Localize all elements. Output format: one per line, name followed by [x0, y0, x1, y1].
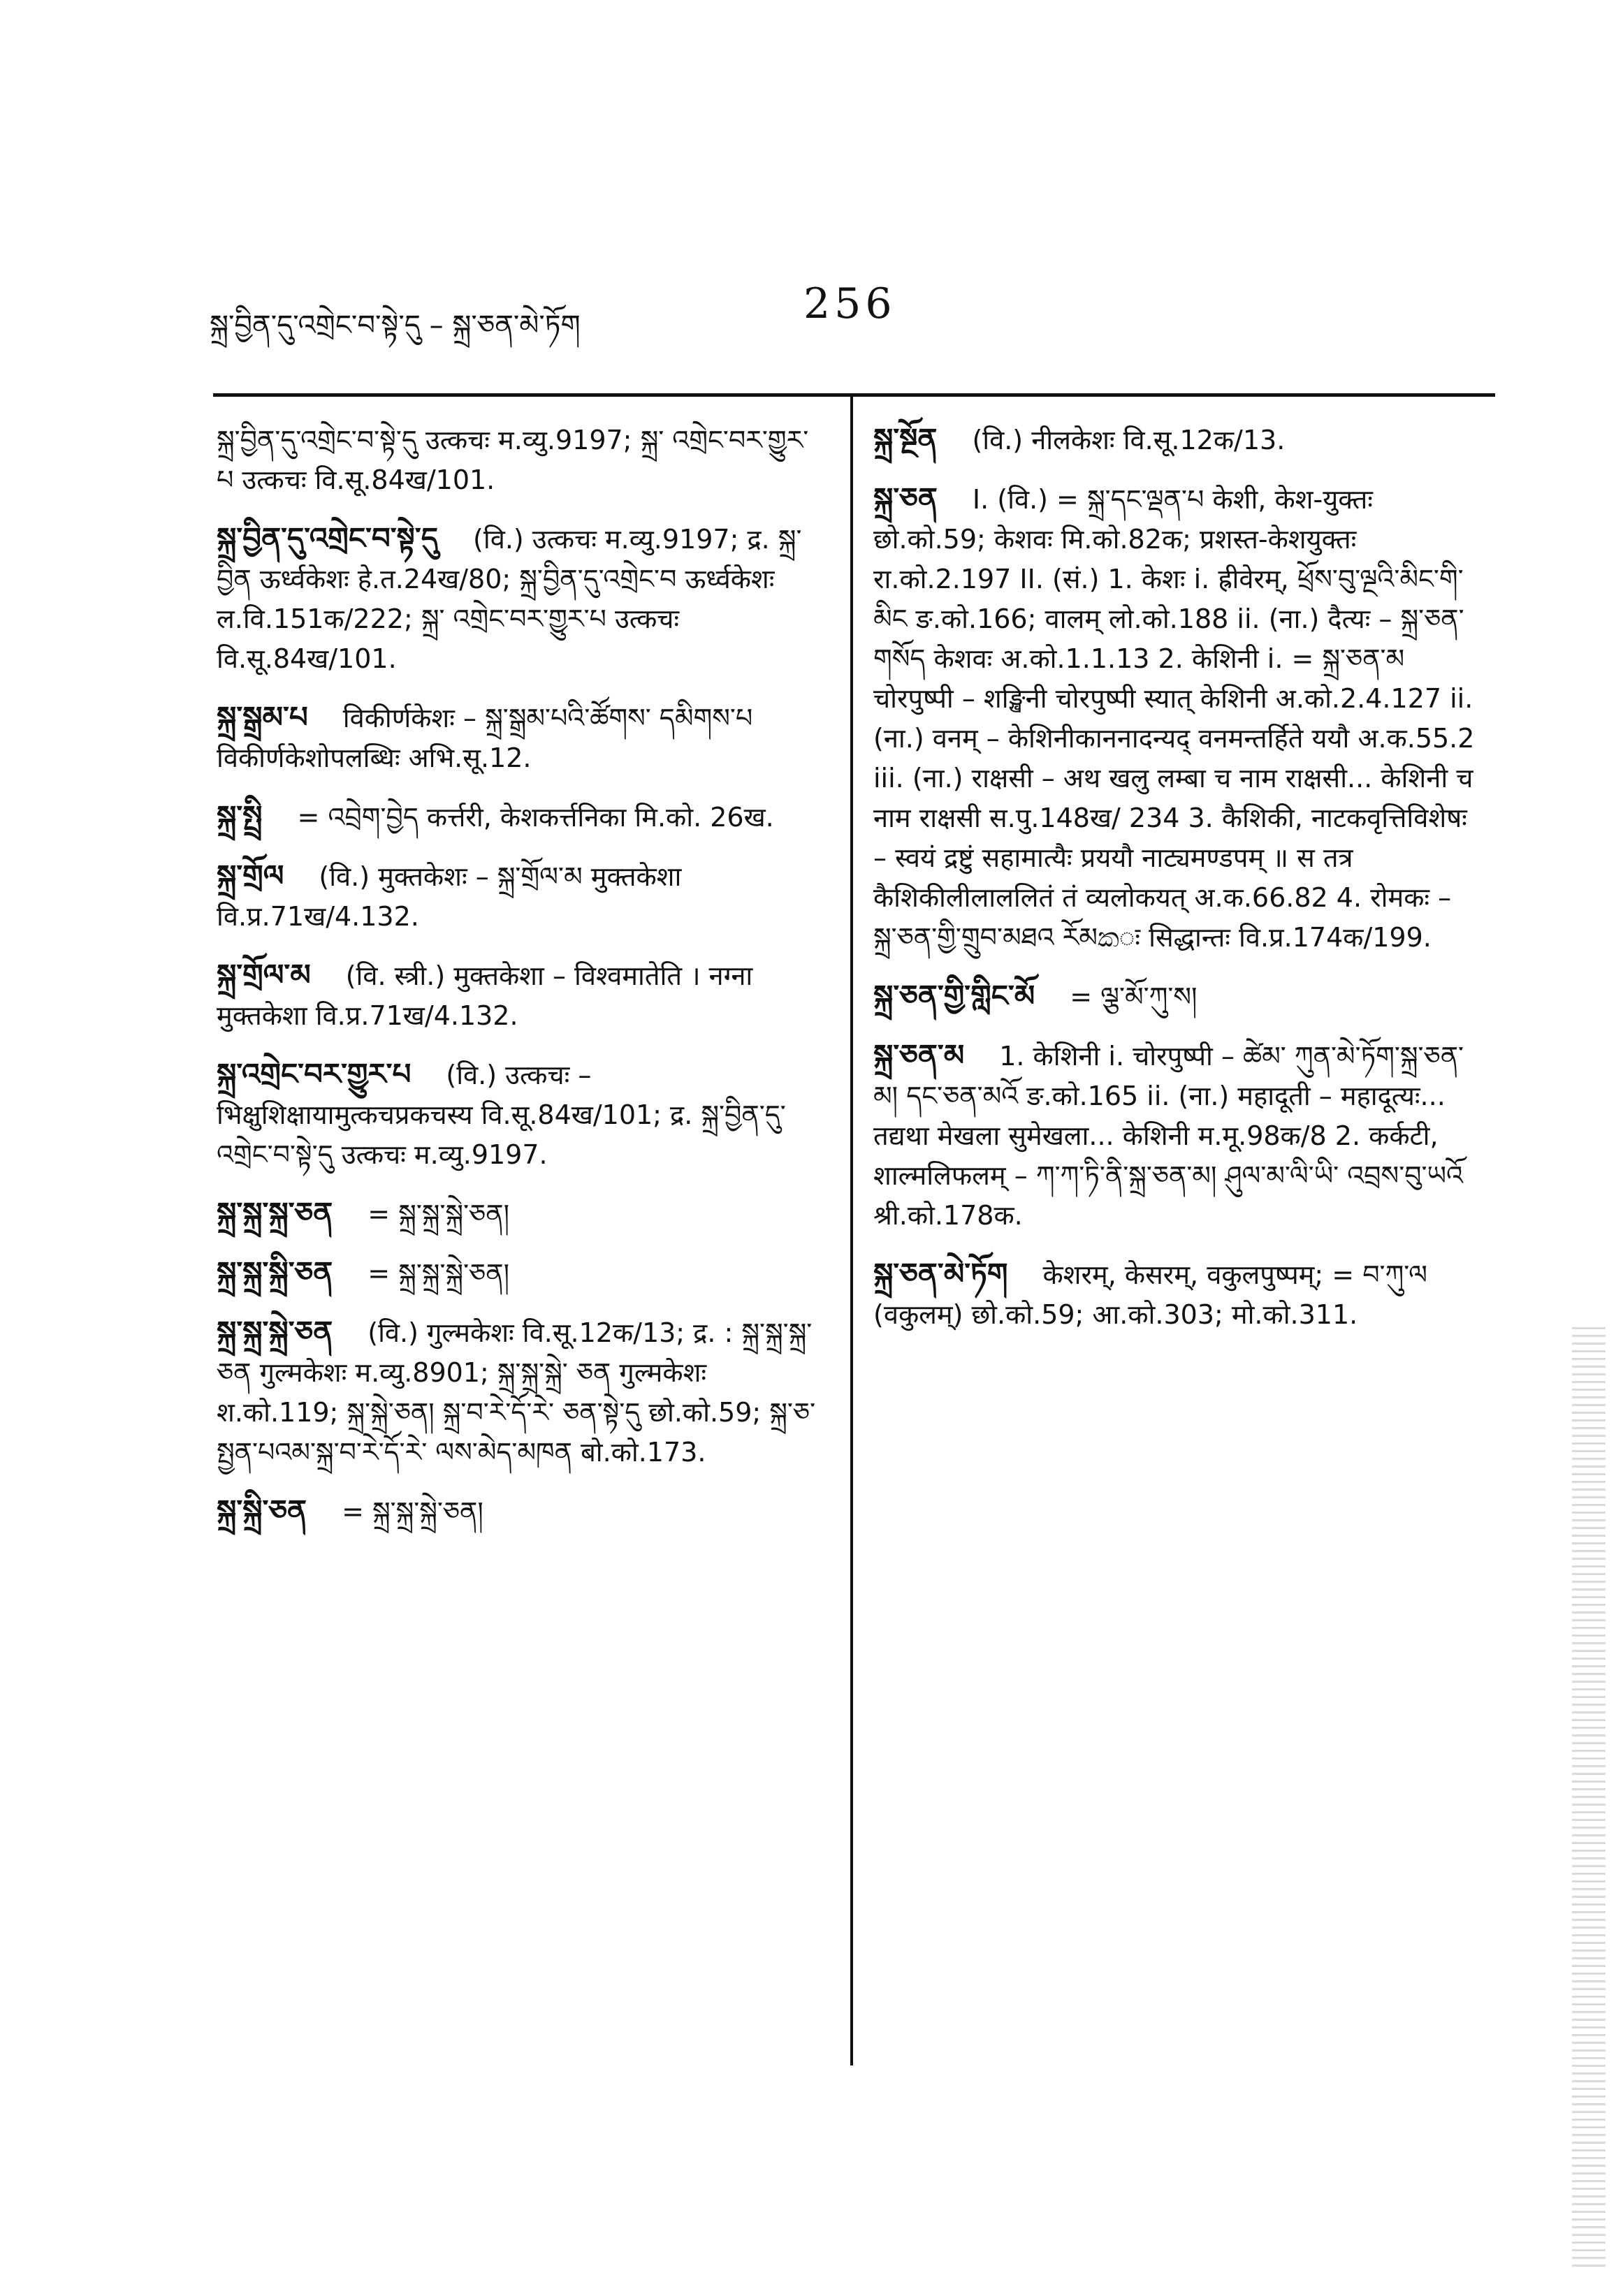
- dictionary-entry: [217, 1193, 817, 1234]
- entry-body: विकीर्णकेशः – སྐྲ་སྒྲམ་པའི་ཚོགས་ དམིགས་པ विकीर्णकेशोपलब्धिः अभि.सू.12.: [217, 703, 753, 773]
- header-rule: [213, 393, 1495, 397]
- entry-headword: སྐྲ་གྲོལ་མ: [217, 958, 311, 992]
- dictionary-entry: [217, 796, 817, 838]
- dictionary-entry: [873, 1254, 1481, 1335]
- entry-headword: སྐྲ་སྐྲ་སྐྲི་ཅན: [217, 1255, 333, 1289]
- right-column: [873, 419, 1481, 1353]
- dictionary-entry: [873, 478, 1481, 958]
- entry-body: (वि.) मुक्तकेशः – སྐྲ་གྲོལ་མ मुक्तकेशा वि.प्र.71ख/4.132.: [217, 861, 682, 932]
- entry-headword: སྐྲ་སྤྲི: [217, 799, 263, 833]
- entry-body: केशरम्, केसरम्, वकुलपुष्पम्; = བ་ཀུ་ལ (वकुलम्) छो.को.59; आ.को.303; मो.को.311.: [873, 1259, 1427, 1330]
- entry-headword: སྐྲ་སྐྲ་སྐྲེ་ཅན: [217, 1315, 333, 1349]
- dictionary-entry: [217, 955, 817, 1036]
- left-column: [217, 419, 817, 1550]
- dictionary-entry: [873, 419, 1481, 460]
- column-divider: [850, 396, 853, 2065]
- entry-headword: སྐྲ་སྐྲི་ཅན: [217, 1493, 307, 1528]
- entry-body: (वि.) गुल्मकेशः वि.सू.12क/13; द्र. : སྐྲ་སྐྲ་སྐྲ་ཅན गुल्मकेशः म.व्यु.8901; སྐྲ་སྐྲ་སྐྲེ་ ཅན गुल्मकेशः श.को.119; སྐྲ་སྐྲེ་ཅན། སྐྲ་བ་རེ་དོ་རེ་ ཅན་སྟེ་དུ छो.को.59; སྐྲ་ཅ་སྤྱན་པའམ་སྐྲ་བ་རེ་དོ་རེ་ ལས་མེད་མཁན बो.को.173.: [217, 1317, 816, 1468]
- entry-body: (वि.) उत्कचः – भिक्षुशिक्षायामुत्कचप्रकचस्य वि.सू.84ख/101; द्र. སྐྲ་བྱིན་དུ་འགྲེང་བ་སྟེ་དུ उत्कचः म.व्यु.9197.: [217, 1060, 786, 1170]
- dictionary-entry: [217, 419, 817, 500]
- entry-headword: སྐྲ་སྐྲ་སྐྲ་ཅན: [217, 1196, 333, 1230]
- dictionary-entry: [217, 1312, 817, 1472]
- dictionary-entry: [217, 856, 817, 937]
- entry-headword: སྐྲ་བྱིན་དུ་འགྲེང་བ་སྟེ་དུ: [217, 521, 439, 555]
- entry-body: = སྐྲ་སྐྲ་སྐྲེ་ཅན།: [342, 1496, 483, 1527]
- scan-edge-noise: [1572, 1327, 1606, 2270]
- entry-body: (वि.) उत्कचः म.व्यु.9197; द्र. སྐྲ་བྱིན ऊर्ध्वकेशः हे.त.24ख/80; སྐྲ་བྱིན་དུ་འགྲེང་བ ऊर्ध्वकेशः ल.वि.151क/222; སྐྲ་ འགྲེང་བར་གྱུར་པ उत्कचः वि.सू.84ख/101.: [217, 524, 802, 674]
- entry-body: = འབྲེག་བྱེད कर्त्तरी, केशकर्त्तनिका मि.को. 26ख.: [297, 802, 774, 833]
- entry-headword: སྐྲ་གྲོལ: [217, 858, 284, 893]
- entry-headword: སྐྲ་ཅན་མེ་ཏོག: [873, 1257, 1008, 1291]
- entry-headword: སྐྲ་ཅན: [873, 481, 938, 515]
- dictionary-entry: [217, 697, 817, 778]
- entry-body: སྐྲ་བྱིན་དུ་འགྲེང་བ་སྟེ་དུ उत्कचः म.व्यु.9197; སྐྲ་ འགྲེང་བར་གྱུར་པ उत्कचः वि.सू.84ख/101.: [217, 425, 809, 495]
- entry-headword: སྐྲ་འགྲེང་བར་གྱུར་པ: [217, 1057, 412, 1091]
- entry-headword: སྐྲ་སྔོན: [873, 422, 938, 456]
- entry-body: = སྐྲ་སྐྲ་སྐྲེ་ཅན།: [367, 1258, 510, 1289]
- entry-headword: སྐྲ་ཅན་མ: [873, 1038, 965, 1072]
- dictionary-entry: [217, 1491, 817, 1532]
- dictionary-entry: [217, 518, 817, 679]
- entry-body: = སྐྲ་སྐྲ་སྐྲེ་ཅན།: [367, 1199, 510, 1229]
- page-number: 256: [803, 279, 896, 328]
- entry-headword: སྐྲ་སྒྲམ་པ: [217, 700, 308, 734]
- running-title: སྐྲ་བྱིན་དུ་འགྲེང་བ་སྟེ་དུ – སྐྲ་ཅན་མེ་ཏོག: [210, 309, 581, 342]
- entry-body: (वि. स्त्री.) मुक्तकेशा – विश्वमातेति । नग्ना मुक्तकेशा वि.प्र.71ख/4.132.: [217, 960, 753, 1031]
- dictionary-entry: [217, 1054, 817, 1175]
- entry-body: (वि.) नीलकेशः वि.सू.12क/13.: [972, 425, 1286, 455]
- dictionary-entry: [217, 1252, 817, 1294]
- entry-body: 1. केशिनी i. चोरपुष्पी – ཚེམ་ ཀུན་མེ་ཏོག་སྐྲ་ཅན་མ། དང་ཅན་མའོ ङ.को.165 ii. (ना.) महादूती – महादूत्यः... तद्यथा मेखला सुमेखला... केशिनी म.मू.98क/8 2. कर्कटी, शाल्मलिफलम् – ཀ་ཀ་ཏི་ནི་སྐྲ་ཅན་མ། ཤུལ་མ་ལི་ཡི་ འབྲས་བུ་ཡའོ श्री.को.178क.: [873, 1041, 1464, 1231]
- dictionary-entry: [873, 1035, 1481, 1236]
- entry-body: I. (वि.) = སྐྲ་དང་ལྡན་པ केशी, केश-युक्तः छो.को.59; केशवः मि.को.82क; प्रशस्त-केशयुक्तः रा.को.2.197 II. (सं.) 1. केशः i. ह्रीवेरम्, ཕྲོས་བུ་ལྔའི་མིང་གི་མིང ङ.को.166; वालम् लो.को.188 ii. (ना.) दैत्यः – སྐྲ་ཅན་ གསོད केशवः अ.को.1.1.13 2. केशिनी i. = སྐྲ་ཅན་མ चोरपुष्पी – शङ्खिनी चोरपुष्पी स्यात् केशिनी अ.को.2.4.127 ii. (ना.) वनम् – केशिनीकाननादन्यद् वनमन्तर्हिते ययौ अ.क.55.2 iii. (ना.) राक्षसी – अथ खलु लम्बा च नाम राक्षसी... केशिनी च नाम राक्षसी स.पु.148ख/ 234 3. कैशिकी, नाटकवृत्तिविशेषः – स्वयं द्रष्टुं सहामात्यैः प्रययौ नाट्यमण्डपम् ॥ स तत्र कैशिकीलीलाललितं तं व्यलोकयत् अ.क.66.82 4. रोमकः – སྐྲ་ཅན་གྱི་གྲུབ་མཐའ རོམකः सिद्धान्तः वि.प्र.174क/199.: [873, 484, 1475, 953]
- entry-body: = ལྕ་མོ་ཀུ་ས།: [1070, 981, 1198, 1012]
- entry-headword: སྐྲ་ཅན་གྱི་གླིང་མོ: [873, 979, 1035, 1013]
- dictionary-entry: [873, 976, 1481, 1017]
